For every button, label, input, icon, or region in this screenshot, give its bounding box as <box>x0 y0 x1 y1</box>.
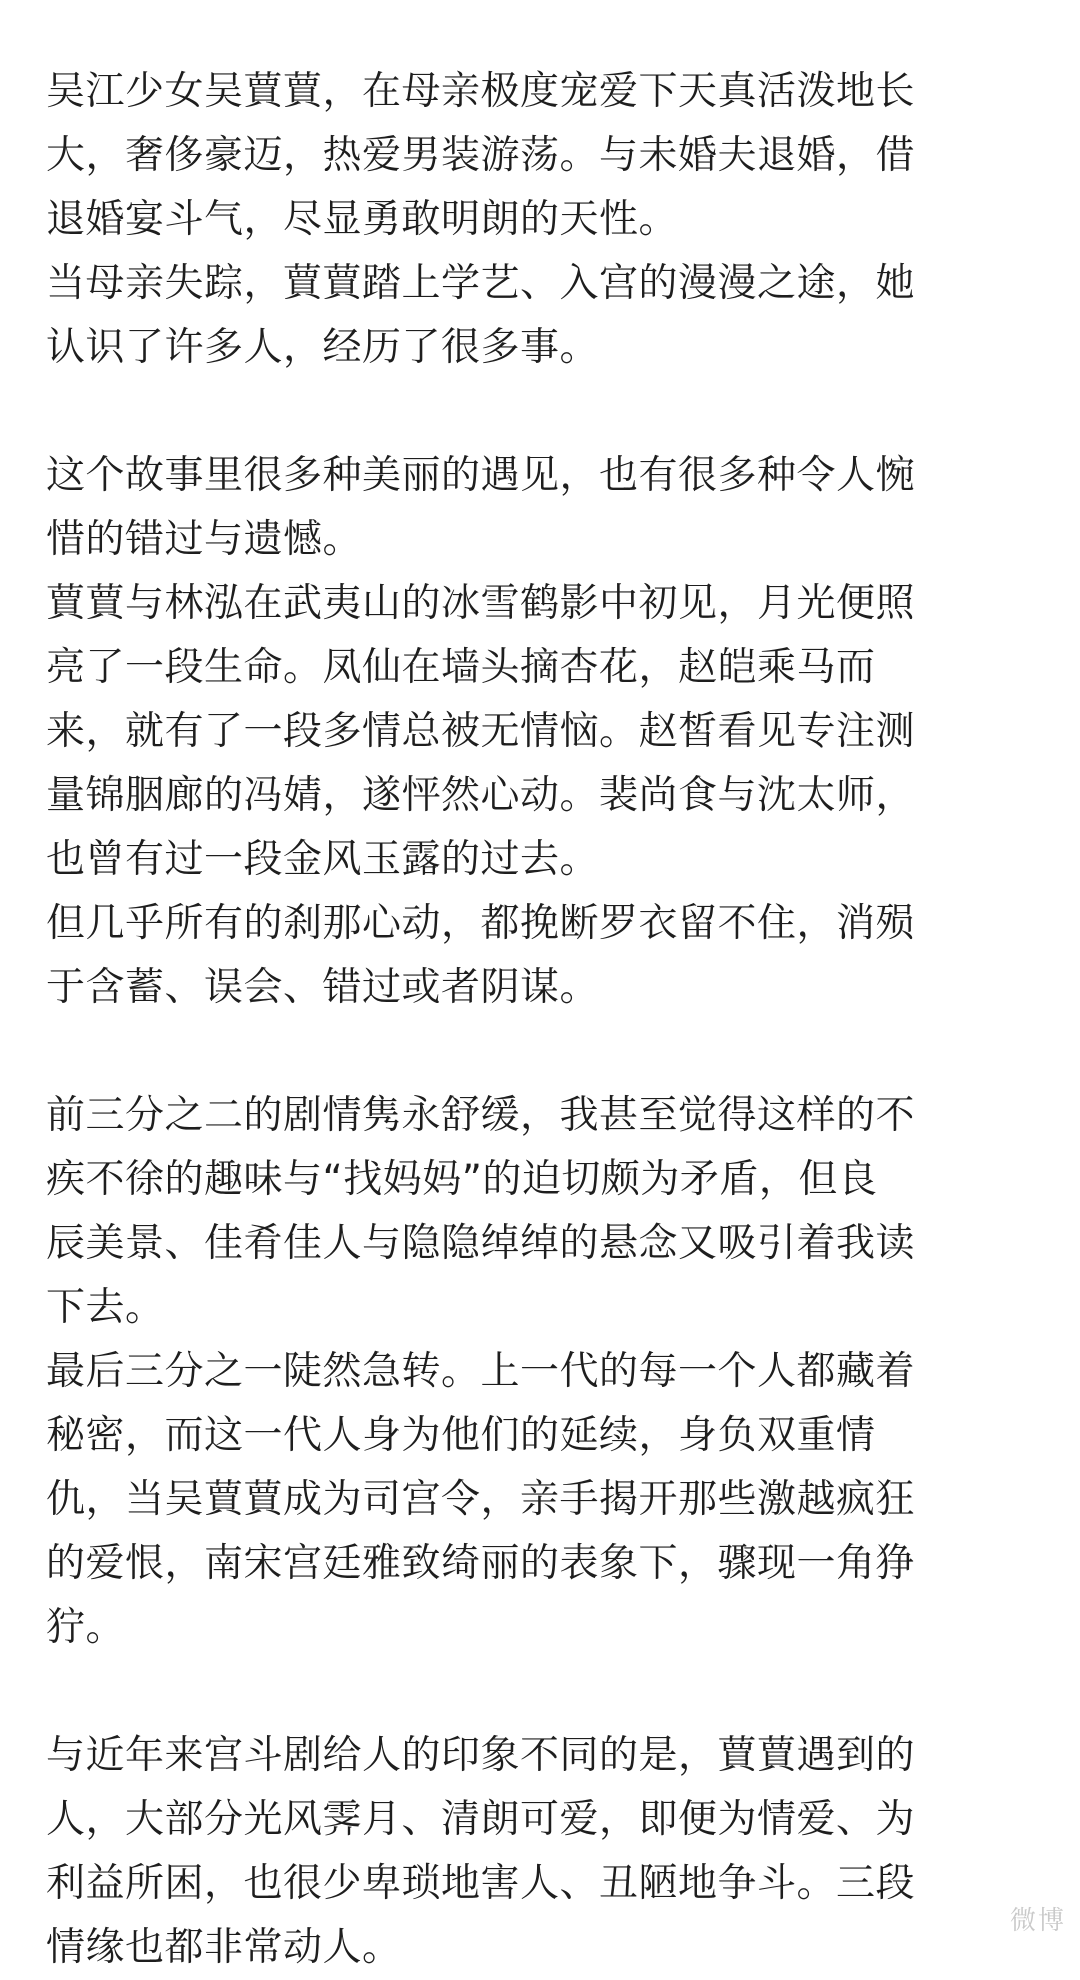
text-line: 前三分之二的剧情隽永舒缓，我甚至觉得这样的不 <box>46 1093 916 1138</box>
text-line: 吴江少女吴蕒蕒，在母亲极度宠爱下天真活泼地长 <box>46 69 916 114</box>
text-line: 于含蓄、误会、错过或者阴谋。 <box>46 965 600 1010</box>
text-line: 也曾有过一段金风玉露的过去。 <box>46 837 600 882</box>
text-line: 秘密，而这一代人身为他们的延续，身负双重情 <box>46 1413 876 1458</box>
text-line: 大，奢侈豪迈，热爱男装游荡。与未婚夫退婚，借 <box>46 133 916 178</box>
text-line: 惜的错过与遗憾。 <box>46 517 363 562</box>
text-line: 的爱恨，南宋宫廷雅致绮丽的表象下，骤现一角狰 <box>46 1541 916 1586</box>
text-line: 但几乎所有的刹那心动，都挽断罗衣留不住，消殒 <box>46 901 916 946</box>
text-line: 当母亲失踪，蕒蕒踏上学艺、入宫的漫漫之途，她 <box>46 261 916 306</box>
text-line: 这个故事里很多种美丽的遇见，也有很多种令人惋 <box>46 453 916 498</box>
text-line: 来，就有了一段多情总被无情恼。赵皙看见专注测 <box>46 709 916 754</box>
paragraph-2 <box>46 444 1046 1020</box>
text-line: 利益所困，也很少卑琐地害人、丑陋地争斗。三段 <box>46 1861 916 1906</box>
text-line: 认识了许多人，经历了很多事。 <box>46 325 600 370</box>
paragraph-spacer <box>46 1020 1046 1084</box>
paragraph-1 <box>46 60 1046 380</box>
text-line: 人，大部分光风霁月、清朗可爱，即便为情爱、为 <box>46 1797 916 1842</box>
text-line: 仇，当吴蕒蕒成为司宫令，亲手揭开那些激越疯狂 <box>46 1477 916 1522</box>
paragraph-3 <box>46 1084 1046 1660</box>
text-line: 退婚宴斗气，尽显勇敢明朗的天性。 <box>46 197 679 242</box>
text-line: 蕒蕒与林泓在武夷山的冰雪鹤影中初见，月光便照 <box>46 581 916 626</box>
text-line: 与近年来宫斗剧给人的印象不同的是，蕒蕒遇到的 <box>46 1733 916 1778</box>
text-line: 下去。 <box>46 1285 165 1330</box>
text-line: 亮了一段生命。凤仙在墙头摘杏花，赵皑乘马而 <box>46 645 876 690</box>
watermark: 微博 <box>1009 1906 1066 1936</box>
text-line: 最后三分之一陡然急转。上一代的每一个人都藏着 <box>46 1349 916 1394</box>
text-line: 量锦胭廊的冯婧，遂怦然心动。裴尚食与沈太师， <box>46 773 916 818</box>
text-line: 疾不徐的趣味与“找妈妈”的迫切颇为矛盾，但良 <box>46 1157 878 1202</box>
text-line: 情缘也都非常动人。 <box>46 1925 402 1970</box>
text-line: 辰美景、佳肴佳人与隐隐绰绰的悬念又吸引着我读 <box>46 1221 916 1266</box>
article-body <box>46 60 1046 1980</box>
paragraph-4 <box>46 1724 1046 1980</box>
text-line: 狞。 <box>46 1605 126 1650</box>
paragraph-spacer <box>46 380 1046 444</box>
paragraph-spacer <box>46 1660 1046 1724</box>
